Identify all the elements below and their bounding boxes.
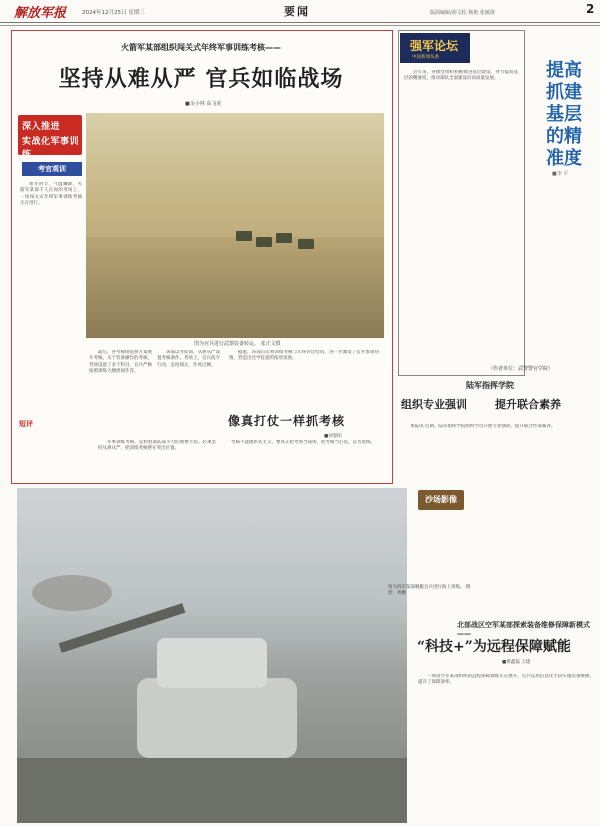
lead-paragraph: 据悉，该部首次将训练考核与年终评比挂钩，进一步激发了官兵参训热情，营造出比学赶超的浓厚氛围。 [229, 350, 379, 362]
academy-header: 陆军指挥学院 [466, 381, 514, 390]
column-tag: 考官观训 [22, 162, 82, 176]
academy-title-2: 提升联合素养 [495, 398, 561, 411]
turret-top [157, 638, 267, 688]
section-title: 要闻 [284, 5, 310, 18]
academy-title-1: 组织专业强训 [401, 398, 467, 411]
bottom-story-byline: ■黄鑫磊 王建 [502, 660, 531, 665]
academy-text [401, 424, 595, 479]
vehicle-icon [236, 231, 252, 241]
commentary-paragraph: 考核不能搞形式主义，要真正把考场当战场，把考核当打仗，以考促练。 [231, 440, 375, 445]
commentary-paragraph: 军事训练考核，是检验部队战斗力的重要手段。必须坚持从难从严，把训练考核摆在突出位置。 [98, 440, 216, 452]
bottom-paragraph: 一场由空军某部组织的远程保障演练正在展开，官兵运用信息化手段实施装备维修，提升了保障效率。 [418, 674, 594, 686]
vehicle-icon [256, 237, 272, 247]
turret-graphic [17, 488, 407, 823]
deck [17, 758, 407, 823]
bottom-story-text [418, 674, 594, 819]
lead-column-3 [157, 350, 220, 410]
commentary-label: 短评 [19, 420, 33, 428]
smoke [32, 575, 112, 611]
turret-body [137, 678, 297, 758]
commentary-column-2 [222, 440, 382, 478]
forum-headline: 提高抓建基层的精准度 [546, 60, 582, 169]
ship-weapon-photo [17, 488, 407, 823]
bottom-story-topline: 北部战区空军某部探索装备维修保障新模式—— [457, 621, 590, 638]
issue-date: 2024年12月25日 星期三 [82, 10, 145, 16]
callout-line2: 实战化军事训练 [22, 137, 80, 160]
commentary-column-1 [98, 440, 216, 478]
header-rule [0, 25, 600, 26]
photo-feature-tag: 沙场影像 [418, 490, 464, 510]
forum-author: ■李 平 [552, 171, 569, 177]
desert-ground [86, 237, 384, 338]
forum-column-name: 强军论坛 [410, 39, 459, 53]
photo-caption: 图为官兵进行武器装备转运。 张正文摄 [194, 341, 281, 347]
page-header [0, 0, 600, 23]
lead-paragraph: 该部以考促训，从难从严设置考核条件。考场上，官兵依令行动，态度端正，作风过硬。 [157, 350, 220, 368]
forum-affiliation: （作者单位：武警警官学院） [488, 366, 554, 372]
lead-column-4 [229, 350, 379, 405]
lead-headline: 坚持从难从严 官兵如临战场 [58, 66, 344, 92]
academy-paragraph: 本报讯 近期，陆军指挥学院组织学员开展专业强训，提升联合作战素养。 [410, 424, 556, 429]
vehicle-icon [276, 233, 292, 243]
forum-column-logo [400, 33, 470, 63]
lead-kicker: 火箭军某部组织闯关式年终军事训练考核—— [121, 43, 281, 52]
page-number: 2 [586, 2, 595, 16]
lead-paragraph: 寒冬时节，气温骤降，火箭军某部千人在岗的考场上，一场闯关式年终军事训练考核正在进行。 [20, 182, 82, 206]
campaign-callout [18, 115, 82, 160]
lead-paragraph: 最后，各考核组依照方案展开考核。关于装备操作的考核，考场设置了多个科目，官兵严格按照训练大纲逐项作答。 [89, 350, 152, 374]
forum-column-sub: 中国新闻头条 [412, 55, 439, 60]
vehicle-icon [298, 239, 314, 249]
lead-column-1 [20, 182, 82, 410]
forum-paragraph: 近年来，各级党组织积极推进基层建设，努力提高基层的精准度，推动部队全面建设向高质量发展。 [404, 70, 518, 82]
masthead: 解放军报 [14, 6, 67, 21]
callout-line1: 深入推进 [22, 122, 61, 132]
lead-column-2 [89, 350, 152, 410]
commentary-byline: ■刘春阳 [324, 434, 342, 439]
editors-line: 版面编辑/胡文松 杨艳 张敏倩 [430, 10, 495, 16]
forum-text [404, 70, 518, 360]
photo-feature-caption: 图为海军某部舰艇官兵进行海上训练。 摄影：黄鹏 [388, 585, 471, 596]
bottom-story-headline: “科技+”为远程保障赋能 [417, 639, 571, 655]
commentary-headline: 像真打仗一样抓考核 [228, 414, 346, 428]
lead-byline: ■余小林 高飞虎 [185, 101, 222, 107]
training-photo [86, 113, 384, 338]
